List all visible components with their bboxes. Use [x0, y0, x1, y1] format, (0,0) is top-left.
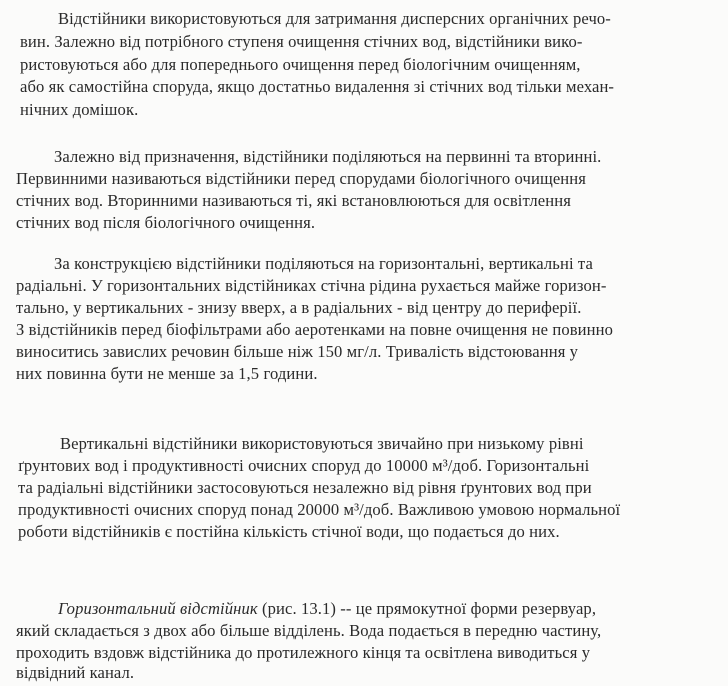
text-line: або як самостійна споруда, якщо достатньо видалення зі стічних вод тільки механ-	[20, 77, 615, 96]
text-line: який складається з двох або більше відділень. Вода подається в передню частину,	[16, 621, 602, 640]
text-line: З відстійників перед біофільтрами або аеротенками на повне очищення не повинно	[16, 320, 614, 339]
text-line: виноситись завислих речовин більше ніж 150 мг/л. Тривалість відстоювання у	[16, 342, 579, 361]
text-line: За конструкцією відстійники поділяються на горизонтальні, вертикальні та	[54, 254, 593, 273]
text-line: проходить вздовж відстійника до протилежного кінця та освітлена виводиться у	[16, 643, 591, 662]
text-span: (рис. 13.1) -- це прямокутної форми резервуар,	[257, 599, 597, 618]
text-line: стічних вод після біологічного очищення.	[16, 213, 316, 232]
text-line: Відстійники використовуються для затримання дисперсних органічних речо-	[58, 9, 611, 28]
text-line: нічних домішок.	[20, 100, 139, 119]
text-line: тально, у вертикальних - знизу вверх, а в радіальних - від центру до периферії.	[16, 298, 582, 317]
text-line: Первинними називаються відстійники перед спорудами біологічного очищення	[16, 169, 586, 188]
text-line	[58, 598, 728, 620]
text-line: продуктивності очисних споруд понад 20000 м³/доб. Важливою умовою нормальної	[18, 500, 621, 519]
text-line: Залежно від призначення, відстійники поділяються на первинні та вторинні.	[54, 147, 602, 166]
text-line: роботи відстійників є постійна кількість стічної води, що подається до них.	[18, 522, 560, 541]
text-line: них повинна бути не менше за 1,5 години.	[16, 364, 318, 383]
text-line: стічних вод. Вторинними називаються ті, які встановлюються для освітлення	[16, 191, 571, 210]
text-line: ґрунтових вод і продуктивності очисних споруд до 10000 м³/доб. Горизонтальні	[18, 456, 590, 475]
italic-term: Горизонтальний відстійник	[58, 599, 258, 618]
text-line: радіальні. У горизонтальних відстійниках стічна рідина рухається майже горизон-	[16, 276, 607, 295]
text-line: вин. Залежно від потрібного ступеня очищення стічних вод, відстійники вико-	[20, 32, 583, 51]
text-line: ристовуються або для попереднього очищення перед біологічним очищенням,	[20, 55, 581, 74]
text-line: відвідний канал.	[16, 663, 135, 682]
text-line: Вертикальні відстійники використовуються звичайно при низькому рівні	[60, 434, 584, 453]
text-line: та радіальні відстійники застосовуються незалежно від рівня ґрунтових вод при	[18, 478, 592, 497]
